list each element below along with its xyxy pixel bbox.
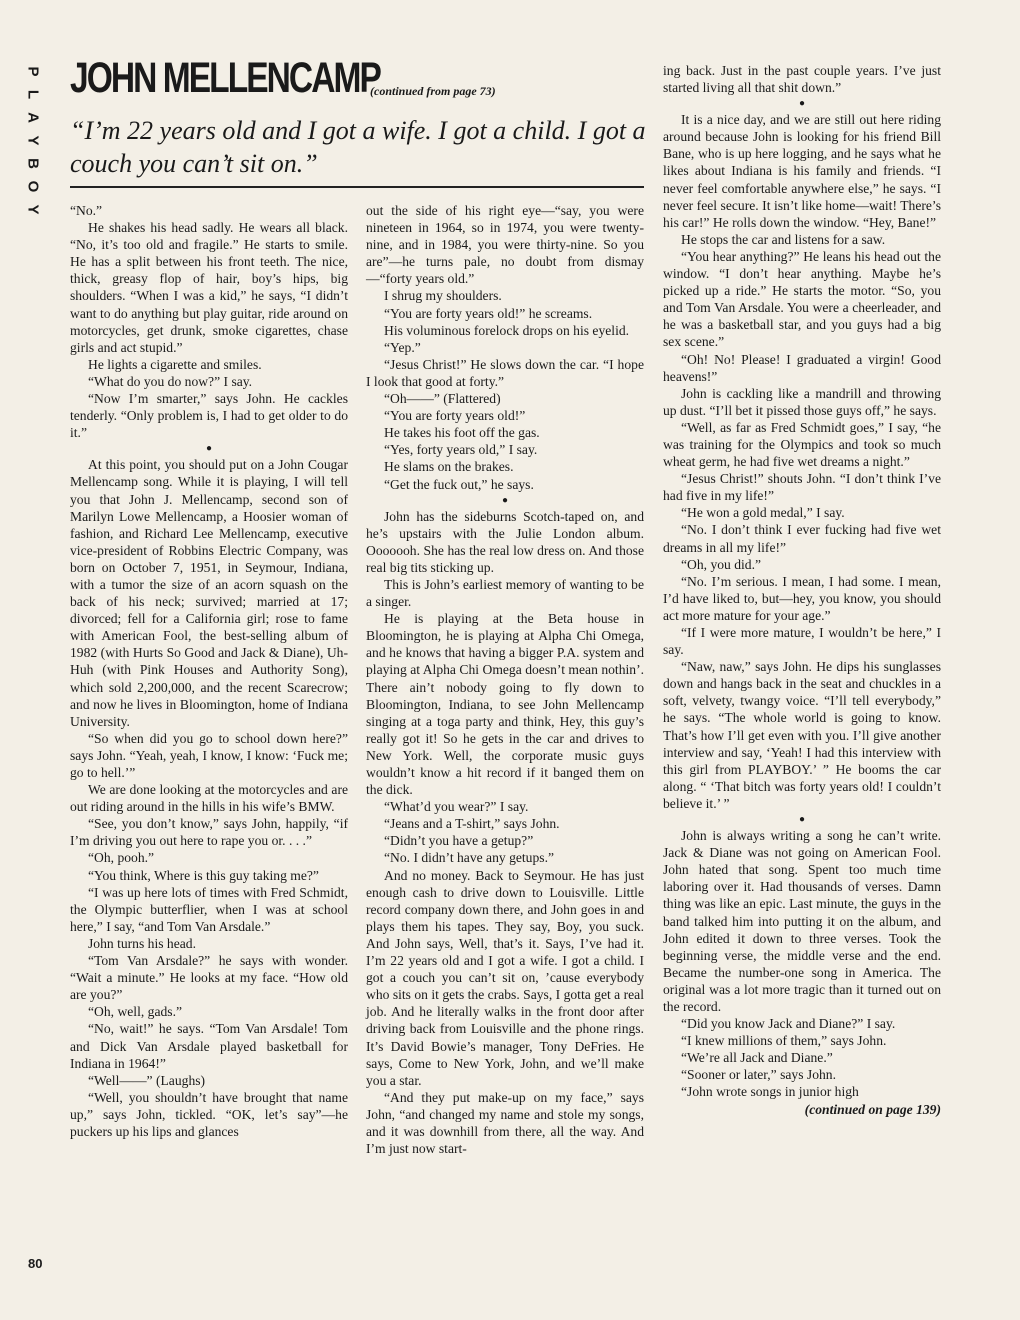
paragraph: He lights a cigarette and smiles. [88, 356, 262, 372]
section-bullet: ● [798, 814, 806, 826]
paragraph: He takes his foot off the gas. [384, 425, 540, 441]
paragraph: “No.” [70, 203, 103, 218]
paragraph: “I was up here lots of times with Fred Schmidt, the Olympic butterflier, when I was at school here,” I say, “and Tom Van Arsdale.” [70, 884, 348, 934]
article-title: JOHN MELLENCAMP [70, 54, 380, 102]
continued-on-note: (continued on page 139) [804, 1101, 941, 1117]
paragraph: “Didn’t you have a getup?” [384, 833, 534, 849]
paragraph: “No, wait!” he says. “Tom Van Arsdale! Tom and Dick Van Arsdale played basketball for Indiana in 1964!” [70, 1021, 348, 1071]
paragraph: “What’d you wear?” I say. [384, 799, 529, 815]
paragraph: “Jesus Christ!” shouts John. “I don’t think I’ve had five in my life!” [663, 471, 941, 504]
paragraph: His voluminous forelock drops on his eyelid. [384, 322, 630, 338]
paragraph: “So when did you go to school down here?” says John. “Yeah, yeah, I know, I know: ‘Fuck me; go to hell.’” [70, 730, 348, 780]
paragraph: “Oh, pooh.” [88, 850, 155, 866]
paragraph: “No. I didn’t have any getups.” [384, 850, 555, 866]
paragraph: “Tom Van Arsdale?” he says with wonder. “Wait a minute.” He looks at my face. “How old are you?” [70, 953, 348, 1003]
magazine-name-letter: Y [24, 135, 42, 146]
text-column-2 [366, 202, 644, 1157]
paragraph: out the side of his right eye—“say, you were nineteen in 1964, so in 1974, you were twenty-nine, and in 1984, you were thirty-nine. So you are”—he turns pale, no doubt from dismay—“forty years old.” [366, 203, 644, 287]
paragraph: “He won a gold medal,” I say. [681, 505, 845, 521]
paragraph: He shakes his head sadly. He wears all black. “No, it’s too old and fragile.” He starts to smile. He has a split between his front teeth. The nice, thick, greasy flop of hair, boy’s hips, big shoulders. “When I was a kid,” he says, “I didn’t want to do anything but play guitar, ride around on motorcycles, get drunk, smoke cigarettes, chase girls and act stupid.” [70, 220, 348, 355]
continued-from-note: (continued from page 73) [370, 84, 496, 98]
magazine-name-letter: L [24, 89, 42, 100]
paragraph: “Yes, forty years old,” I say. [384, 442, 538, 458]
paragraph: He stops the car and listens for a saw. [681, 231, 886, 247]
magazine-name-letter: Y [24, 204, 42, 215]
paragraph: “You think, Where is this guy taking me?” [88, 867, 319, 883]
magazine-name-letter: O [24, 180, 42, 193]
paragraph: “No. I’m serious. I mean, I had some. I mean, I’d have liked to, but—hey, you know, you should act more mature for your age.” [663, 573, 941, 623]
paragraph: I shrug my shoulders. [384, 288, 502, 304]
paragraph: He is playing at the Beta house in Bloomington, he is playing at Alpha Chi Omega, and he knows that having a bigger P.A. system and playing at Alpha Chi Omega doesn’t mean nothin’. There ain’t nobody going to fly down to Bloomington, Indiana, to see John Mellencamp singing at a toga party and think, Hey, this guy’s really got it! So he gets in the car and drives to New York. Well, the corporate music guys wouldn’t know a hit record if it banged them on the dick. [366, 611, 644, 798]
page-number: 80 [28, 1256, 43, 1271]
paragraph: “Well, you shouldn’t have brought that name up,” says John, tickled. “OK, let’s say”—he puckers up his lips and glances [70, 1089, 348, 1139]
paragraph: “Oh! No! Please! I graduated a virgin! Good heavens!” [663, 351, 941, 384]
section-bullet: ● [501, 494, 509, 506]
text-column-1 [70, 202, 348, 1140]
text-column-3 [663, 62, 941, 1118]
paragraph: “Well——” (Laughs) [88, 1072, 206, 1088]
paragraph: “You are forty years old!” [384, 408, 526, 424]
magazine-name-letter: A [24, 112, 42, 123]
paragraph: This is John’s earliest memory of wanting to be a singer. [366, 576, 644, 610]
paragraph: “Naw, naw,” says John. He dips his sunglasses down and hangs back in the seat and chuckles in a soft, velvety, twangy voice. “I’ll tell everybody,” he says. “The whole world is going to know. That’s how I’ll get even with you. I’ll give another interview and say, ‘Yeah! I had this interview with this girl from PLAYBOY.’ ” He booms the car along. “ ‘That bitch was forty years old! I couldn’t believe it.’ ” [663, 659, 941, 811]
article-header [70, 54, 650, 102]
paragraph: “What do you do now?” I say. [88, 373, 253, 389]
paragraph: “Get the fuck out,” he says. [384, 476, 534, 492]
paragraph: “Jesus Christ!” He slows down the car. “I hope I look that good at forty.” [366, 356, 644, 389]
paragraph: He slams on the brakes. [384, 459, 514, 475]
pull-quote: “I’m 22 years old and I got a wife. I got a child. I got a couch you can’t sit on.” [70, 116, 646, 178]
paragraph: It is a nice day, and we are still out here riding around because John is looking for his friend Bill Bane, who is up here logging, and he says what he likes about Indiana is his family and friends. “I never feel comfortable anywhere else,” he says. “I never feel secure. It isn’t like home—wait! There’s his car!” He rolls down the window. “Hey, Bane!” [663, 112, 941, 230]
paragraph: ing back. Just in the past couple years. I’ve just started living all that shit down.” [663, 63, 941, 96]
paragraph: John turns his head. [88, 935, 196, 951]
paragraph: And no money. Back to Seymour. He has just enough cash to drive down to Louisville. Little record company down there, and John goes in and plays them his tapes. They say, Boy, you suck. And John says, Well, that’s it. Says, I’ve had it. I’m 22 years old and I got a wife. I got a child. I got a couch you can’t sit on, ’cause everybody who sits on it gets the crabs. Says, I gotta get a real job. And he literally walks in the front door after driving back from Louisville and the phone rings. It’s David Bowie’s manager, Tony DeFries. He says, Come to New York, John, and we’ll make you a star. [366, 867, 644, 1088]
paragraph: We are done looking at the motorcycles and are out riding around in the hills in his wife’s BMW. [70, 782, 348, 815]
paragraph: “Did you know Jack and Diane?” I say. [681, 1016, 896, 1032]
paragraph: “John wrote songs in junior high [681, 1084, 859, 1100]
paragraph: “If I were more mature, I wouldn’t be here,” I say. [663, 625, 941, 658]
magazine-name-letter: P [24, 66, 42, 77]
paragraph: “No. I don’t think I ever fucking had five wet dreams in all my life!” [663, 522, 941, 555]
paragraph: “Yep.” [384, 339, 421, 355]
paragraph: “Oh——” (Flattered) [384, 391, 501, 407]
section-bullet: ● [205, 443, 213, 455]
paragraph: “We’re all Jack and Diane.” [681, 1050, 833, 1066]
paragraph: “See, you don’t know,” says John, happily, “if I’m driving you out here to rape you or. . . .” [70, 816, 348, 849]
paragraph: John is cackling like a mandrill and throwing up dust. “I’ll bet it pissed those guys off,” he says. [663, 385, 941, 418]
paragraph: John has the sideburns Scotch-taped on, and he’s upstairs with the Julie London album. Ooooooh. She has the real low dress on. And those real big tits sticking up. [366, 508, 644, 575]
paragraph: At this point, you should put on a John Cougar Mellencamp song. While it is playing, I will tell you that John J. Mellencamp, second son of Marilyn Lowe Mellencamp, a Hoosier woman of fashion, and Richard Lee Mellencamp, executive vice-president of Robbins Electric Company, was born on October 7, 1951, in Seymour, Indiana, with a tumor the size of an acorn squash on the back of his neck; survived; married at 17; divorced; fell for a California girl; rose to fame with American Fool, the best-selling album of 1982 (with Hurts So Good and Jack & Diane), Uh-Huh (with Pink Houses and Authority Song), which sold 2,200,000, and the recent Scarecrow; and now he lives in Bloomington, home of Indiana University. [70, 457, 348, 729]
magazine-name-vertical [22, 60, 44, 221]
paragraph: “I knew millions of them,” says John. [681, 1033, 887, 1049]
section-bullet: ● [798, 98, 806, 110]
paragraph: “Oh, well, gads.” [88, 1004, 182, 1020]
paragraph: “And they put make-up on my face,” says John, “and changed my name and stole my songs, and it was downhill from there, all the way. And I’m just now start- [366, 1089, 644, 1157]
pull-quote-rule [70, 186, 644, 188]
paragraph: “Jeans and a T-shirt,” says John. [384, 816, 560, 832]
paragraph: “Now I’m smarter,” says John. He cackles tenderly. “Only problem is, I had to get older to do it.” [70, 391, 348, 441]
paragraph: “You are forty years old!” he screams. [384, 305, 593, 321]
paragraph: “Sooner or later,” says John. [681, 1067, 836, 1083]
paragraph: “You hear anything?” He leans his head out the window. “I don’t hear anything. Maybe he’s picked up a ride.” He starts the motor. “So, you and Tom Van Arsdale. You were a cheerleader, and he was a basketball star, and you guys had a big sex scene.” [663, 248, 941, 350]
paragraph: “Oh, you did.” [681, 556, 762, 572]
paragraph: “Well, as far as Fred Schmidt goes,” I say, “he was training for the Olympics and took so much wheat germ, he had five wet dreams a night.” [663, 419, 941, 470]
magazine-name-letter: B [24, 158, 42, 169]
paragraph: John is always writing a song he can’t write. Jack & Diane was not going on American Fool. John hated that song. Spent too much time laboring over it. Had thousands of verses. Damn thing was like an epic. Last minute, the guys in the band talked him into putting it on the album, and John edited it down to three verses. Took the beginning verse, the middle verse and the end. Became the number-one song in America. The original was a lot more tragic than it turned out on the record. [663, 828, 941, 1014]
